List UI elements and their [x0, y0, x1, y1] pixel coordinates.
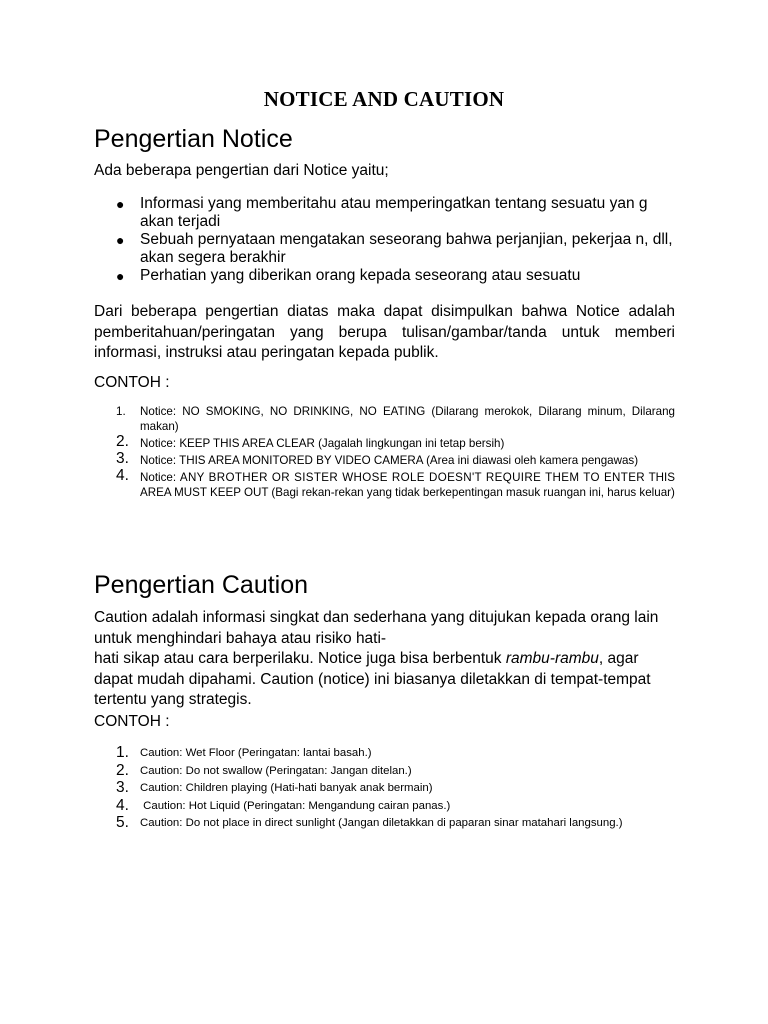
list-item: 1. Notice: NO SMOKING, NO DRINKING, NO EATING (Dilarang merokok, Dilarang minum, Dilarang makan): [116, 405, 675, 433]
notice-intro: Ada beberapa pengertian dari Notice yaitu;: [94, 162, 389, 179]
caution-examples-list: [94, 745, 675, 833]
notice-examples-label: CONTOH :: [94, 374, 170, 391]
list-item: 2. Notice: KEEP THIS AREA CLEAR (Jagalah lingkungan ini tetap bersih): [116, 433, 505, 450]
list-item: 5. Caution: Do not place in direct sunlight (Jangan diletakkan di paparan sinar matahari langsung.): [116, 814, 623, 832]
caution-paragraph: Caution adalah informasi singkat dan sederhana yang ditujukan kepada orang lain untuk menghindari bahaya atau risiko hati- hati sikap atau cara berperilaku. Notice juga bisa berbentuk rambu-rambu, agar dapat mudah dipahami. Caution (notice) ini biasanya diletakkan di tempat-tempat tertentu yang strategis.: [94, 609, 659, 708]
list-item: 4. Caution: Hot Liquid (Peringatan: Mengandung cairan panas.): [116, 796, 451, 814]
notice-examples-list: [94, 404, 675, 500]
document-title: NOTICE AND CAUTION: [263, 87, 505, 111]
caution-heading: Pengertian Caution: [94, 571, 309, 599]
notice-conclusion: Dari beberapa pengertian diatas maka dapat disimpulkan bahwa Notice adalah pemberitahuan/peringatan yang berupa tulisan/gambar/tanda untuk memberi informasi, instruksi atau peringatan kepada publik.: [94, 303, 675, 361]
notice-definitions-list: [94, 195, 675, 285]
list-item: 1. Caution: Wet Floor (Peringatan: lantai basah.): [116, 744, 372, 761]
bullet-icon: ●: [116, 268, 125, 284]
notice-heading: Pengertian Notice: [94, 125, 293, 153]
list-item: 2. Caution: Do not swallow (Peringatan: Jangan ditelan.): [116, 761, 412, 779]
list-item: ● Sebuah pernyataan mengatakan seseorang bahwa perjanjian, pekerjaa n, dll, akan segera berakhir: [116, 231, 673, 266]
list-item: ● Perhatian yang diberikan orang kepada seseorang atau sesuatu: [116, 267, 581, 284]
caution-examples-label: CONTOH :: [94, 713, 170, 730]
bullet-icon: ●: [116, 232, 125, 248]
list-item: 4. Notice: ANY BROTHER OR SISTER WHOSE ROLE DOESN'T REQUIRE THEM TO ENTER THIS AREA MUST KEEP OUT (Bagi rekan-rekan yang tidak berkepentingan masuk ruangan ini, harus keluar): [116, 467, 675, 499]
list-item: 3. Caution: Children playing (Hati-hati banyak anak bermain): [116, 779, 433, 797]
bullet-icon: ●: [116, 196, 125, 212]
list-item: ● Informasi yang memberitahu atau memperingatkan tentang sesuatu yan g akan terjadi: [116, 195, 648, 230]
list-item: 3. Notice: THIS AREA MONITORED BY VIDEO CAMERA (Area ini diawasi oleh kamera pengawas): [116, 450, 639, 467]
